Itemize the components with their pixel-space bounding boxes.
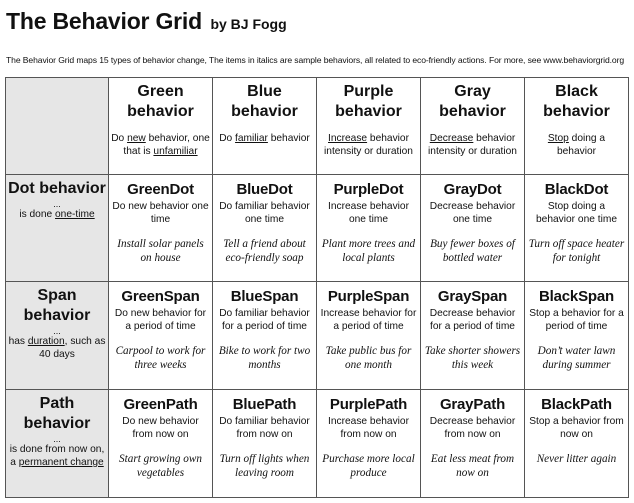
cell-name: BlackSpan (539, 288, 614, 305)
col-desc (111, 132, 210, 158)
row-header-path (6, 390, 109, 498)
cell-def: Stop a behavior from now on (529, 416, 624, 440)
cell-black-path (525, 390, 629, 498)
text-fragment: has (8, 336, 28, 347)
text-fragment: duration (27, 336, 65, 347)
text-fragment: Do (111, 133, 128, 144)
cell-gray-span (421, 282, 525, 390)
cell-purple-span (317, 282, 421, 390)
text-fragment: behavior, one that is (123, 133, 210, 157)
cell-name: PurplePath (329, 396, 408, 413)
cell-def: Do familiar behavior one time (219, 201, 310, 225)
cell-purple-dot (317, 175, 421, 282)
cell-example: Take shorter showers this week (424, 345, 521, 371)
title-main: The Behavior Grid (6, 8, 202, 34)
text-fragment: , such as 40 days (39, 336, 106, 360)
cell-example: Bike to work for two months (218, 345, 311, 371)
text-fragment: is done (19, 209, 56, 220)
text-fragment: Do (219, 133, 236, 144)
cell-name: PurpleSpan (327, 288, 410, 305)
text-fragment: Increase (328, 133, 368, 144)
cell-blue-dot (213, 175, 317, 282)
col-title: Green behavior (127, 83, 194, 120)
text-fragment: one-time (55, 209, 95, 220)
cell-name: BlackDot (544, 181, 609, 198)
col-title: Blue behavior (231, 83, 298, 120)
cell-def: Increase behavior for a period of time (320, 308, 417, 332)
cell-green-path (109, 390, 213, 498)
cell-def: Decrease behavior from now on (429, 416, 516, 440)
text-fragment: permanent change (18, 457, 104, 468)
cell-example: Turn off lights when leaving room (219, 453, 310, 479)
cell-def: Stop a behavior for a period of time (529, 308, 624, 332)
cell-name: BlueSpan (230, 288, 299, 305)
col-desc (215, 132, 314, 145)
cell-black-dot (525, 175, 629, 282)
text-fragment: doing a behavior (556, 133, 606, 157)
cell-name: GreenPath (123, 396, 198, 413)
text-fragment: behavior intensity or duration (324, 133, 413, 157)
text-fragment: unfamiliar (153, 146, 198, 157)
cell-def: Decrease behavior one time (429, 201, 516, 225)
cell-name: BlueDot (236, 181, 293, 198)
col-desc (319, 132, 418, 158)
col-desc (527, 132, 626, 158)
cell-name: PurpleDot (333, 181, 404, 198)
cell-name: GreenDot (127, 181, 194, 198)
col-title: Black behavior (543, 83, 610, 120)
col-title: Gray behavior (439, 83, 506, 120)
col-title: Purple behavior (335, 83, 402, 120)
cell-example: Turn off space heater for tonight (528, 238, 625, 264)
row-path (6, 390, 629, 498)
row-title: Dot behavior (8, 180, 106, 197)
cell-black-span (525, 282, 629, 390)
cell-example: Take public bus for one month (325, 345, 412, 371)
header-row (6, 78, 629, 175)
cell-example: Don’t water lawn during summer (537, 345, 616, 371)
cell-gray-path (421, 390, 525, 498)
cell-def: Increase behavior one time (328, 201, 409, 225)
cell-def: Do familiar behavior for a period of time (219, 308, 310, 332)
cell-def: Increase behavior from now on (328, 416, 409, 440)
cell-def: Stop doing a behavior one time (536, 201, 617, 225)
cell-def: Do new behavior one time (112, 201, 209, 225)
cell-def: Do new behavior for a period of time (114, 308, 207, 332)
row-span (6, 282, 629, 390)
cell-blue-span (213, 282, 317, 390)
cell-blue-path (213, 390, 317, 498)
row-desc (8, 443, 106, 469)
text-fragment: Stop (547, 133, 569, 144)
cell-gray-dot (421, 175, 525, 282)
cell-purple-path (317, 390, 421, 498)
col-header-black (525, 78, 629, 175)
text-fragment: new (127, 133, 146, 144)
row-title: Path behavior (23, 395, 91, 432)
cell-example: Carpool to work for three weeks (115, 345, 206, 371)
title-byline: by BJ Fogg (210, 16, 287, 32)
text-fragment: behavior intensity or duration (428, 133, 517, 157)
intro-text: The Behavior Grid maps 15 types of behavior change, The items in italics are sample behaviors, all related to eco-friendly actions. For more, see www.behaviorgrid.org (6, 55, 625, 65)
cell-name: GrayDot (443, 181, 502, 198)
text-fragment: behavior (267, 133, 310, 144)
col-desc (423, 132, 522, 158)
row-dots: ... (53, 326, 61, 336)
row-title: Span behavior (23, 287, 91, 324)
row-dot (6, 175, 629, 282)
cell-green-span (109, 282, 213, 390)
col-header-blue (213, 78, 317, 175)
cell-green-dot (109, 175, 213, 282)
cell-example: Install solar panels on house (117, 238, 204, 264)
col-header-green (109, 78, 213, 175)
col-header-gray (421, 78, 525, 175)
cell-example: Plant more trees and local plants (321, 238, 416, 264)
text-fragment: is done from now on, a (9, 444, 105, 468)
cell-name: BlackPath (541, 396, 612, 413)
cell-def: Decrease behavior for a period of time (429, 308, 516, 332)
row-dots: ... (53, 199, 61, 209)
cell-def: Do new behavior from now on (122, 416, 199, 440)
row-desc (8, 335, 106, 361)
text-fragment: Decrease (429, 133, 474, 144)
row-desc (8, 208, 106, 221)
cell-example: Buy fewer boxes of bottled water (430, 238, 515, 264)
page-title (6, 8, 287, 35)
behavior-grid (5, 77, 629, 498)
cell-name: GreenSpan (121, 288, 200, 305)
cell-example: Start growing own vegetables (119, 453, 202, 479)
cell-example: Never litter again (536, 453, 617, 465)
row-dots: ... (53, 434, 61, 444)
corner-cell (6, 78, 109, 175)
cell-name: BluePath (232, 396, 297, 413)
cell-example: Eat less meat from now on (430, 453, 515, 479)
row-header-span (6, 282, 109, 390)
cell-example: Tell a friend about eco-friendly soap (223, 238, 306, 264)
cell-name: GrayPath (439, 396, 506, 413)
cell-def: Do familiar behavior from now on (219, 416, 310, 440)
row-header-dot (6, 175, 109, 282)
cell-name: GraySpan (437, 288, 508, 305)
col-header-purple (317, 78, 421, 175)
cell-example: Purchase more local produce (322, 453, 415, 479)
text-fragment: familiar (235, 133, 268, 144)
